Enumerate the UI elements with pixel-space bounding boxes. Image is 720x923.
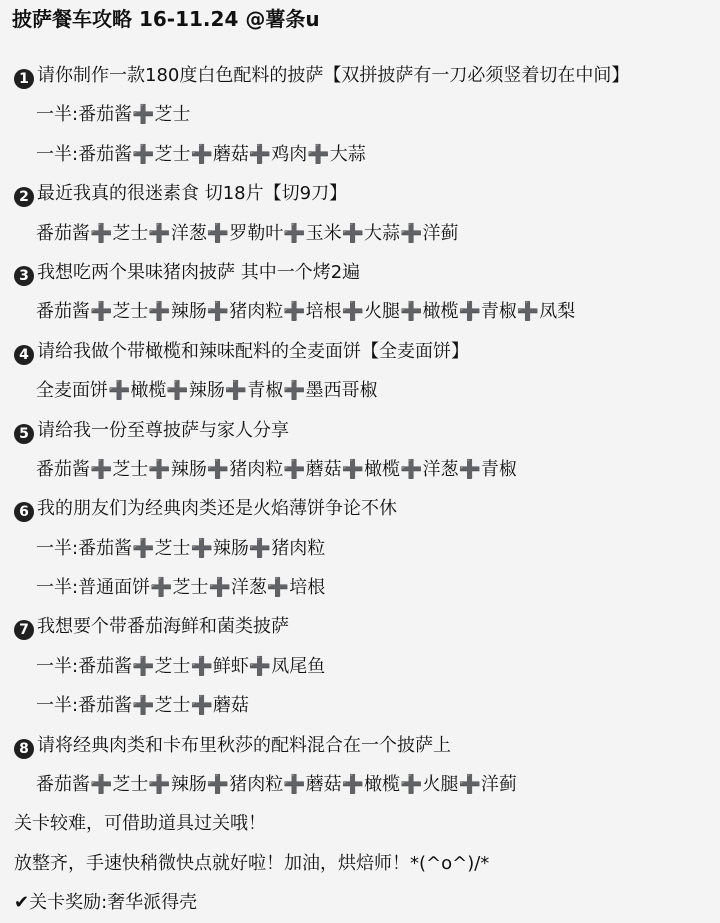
request-7 bbox=[0, 607, 720, 646]
request-6 bbox=[0, 489, 720, 528]
number-badge: 3 bbox=[14, 266, 34, 286]
recipe-line: 番茄酱➕芝士➕辣肠➕猪肉粒➕蘑菇➕橄榄➕洋葱➕青椒 bbox=[36, 458, 517, 480]
request-text: 我想吃两个果味猪肉披萨 其中一个烤2遍 bbox=[37, 261, 361, 283]
recipe-line: 全麦面饼➕橄榄➕辣肠➕青椒➕墨西哥椒 bbox=[36, 380, 378, 402]
request-text: 我的朋友们为经典肉类还是火焰薄饼争论不休 bbox=[37, 498, 397, 520]
recipe-line: 一半:番茄酱➕芝士➕鲜虾➕凤尾鱼 bbox=[36, 655, 326, 677]
number-badge: 4 bbox=[14, 345, 34, 365]
recipe-line: 番茄酱➕芝士➕辣肠➕猪肉粒➕蘑菇➕橄榄➕火腿➕洋蓟 bbox=[36, 774, 517, 796]
recipe-line: 一半:番茄酱➕芝士➕辣肠➕猪肉粒 bbox=[36, 537, 326, 559]
request-text: 请将经典肉类和卡布里秋莎的配料混合在一个披萨上 bbox=[37, 734, 451, 756]
recipe-line: 一半:普通面饼➕芝士➕洋葱➕培根 bbox=[36, 577, 326, 599]
recipe-line: 一半:番茄酱➕芝士➕蘑菇 bbox=[36, 695, 249, 717]
number-badge: 1 bbox=[14, 69, 34, 89]
number-badge: 5 bbox=[14, 424, 34, 444]
request-text: 请你制作一款180度白色配料的披萨【双拼披萨有一刀必须竖着切在中间】 bbox=[37, 65, 630, 86]
request-5 bbox=[0, 411, 720, 450]
request-3 bbox=[0, 253, 720, 292]
request-text: 请给我一份至尊披萨与家人分享 bbox=[37, 419, 289, 441]
number-badge: 2 bbox=[14, 187, 34, 207]
request-text: 请给我做个带橄榄和辣味配料的全麦面饼【全麦面饼】 bbox=[37, 340, 469, 362]
note-difficulty: 关卡较难，可借助道具过关哦！ bbox=[14, 813, 266, 835]
request-4 bbox=[0, 332, 720, 371]
recipe-line: 一半:番茄酱➕芝士 bbox=[36, 104, 191, 126]
request-2 bbox=[0, 174, 720, 213]
number-badge: 6 bbox=[14, 502, 34, 522]
request-text: 我想要个带番茄海鲜和菌类披萨 bbox=[37, 616, 289, 638]
note-tip: 放整齐，手速快稍微快点就好啦！加油，烘焙师！*(^o^)/* bbox=[14, 852, 490, 874]
request-text: 最近我真的很迷素食 切18片【切9刀】 bbox=[37, 183, 348, 205]
recipe-line: 番茄酱➕芝士➕洋葱➕罗勒叶➕玉米➕大蒜➕洋蓟 bbox=[36, 222, 459, 244]
note-reward: ✔关卡奖励:奢华派得壳 bbox=[14, 892, 198, 914]
request-1 bbox=[0, 56, 720, 95]
number-badge: 8 bbox=[14, 739, 34, 759]
request-8 bbox=[0, 726, 720, 765]
recipe-line: 一半:番茄酱➕芝士➕蘑菇➕鸡肉➕大蒜 bbox=[36, 143, 366, 165]
number-badge: 7 bbox=[14, 620, 34, 640]
page-title: 披萨餐车攻略 16-11.24 @薯条u bbox=[12, 7, 320, 31]
recipe-line: 番茄酱➕芝士➕辣肠➕猪肉粒➕培根➕火腿➕橄榄➕青椒➕凤梨 bbox=[36, 301, 576, 323]
